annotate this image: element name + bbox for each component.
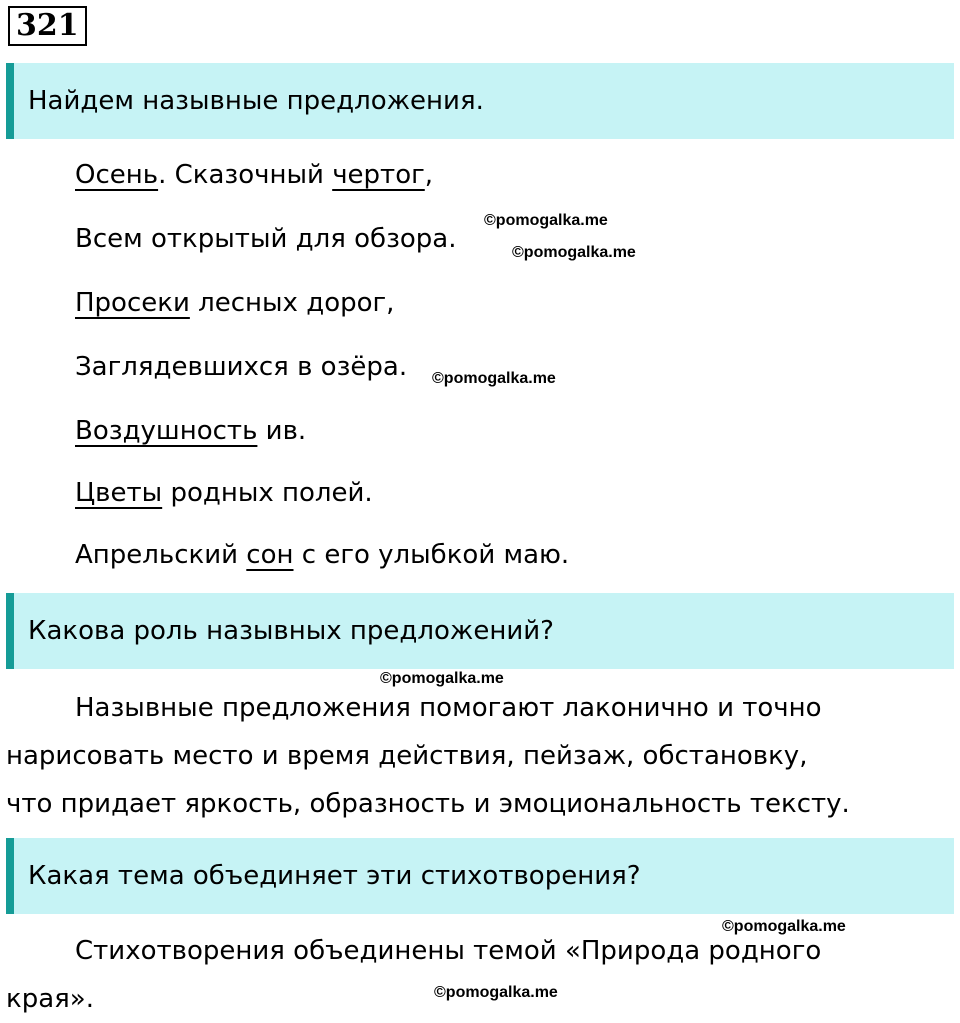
underlined-word: Воздушность: [75, 416, 258, 446]
poem-line: [75, 416, 306, 446]
poem-text: лесных дорог,: [189, 288, 395, 318]
poem-line: [75, 540, 569, 570]
underlined-word: чертог: [332, 160, 425, 190]
poem-text: . Сказочный: [158, 160, 333, 190]
header-text: Найдем назывные предложения.: [28, 86, 484, 116]
poem-text: ив.: [257, 416, 307, 446]
text-line: нарисовать место и время действия, пейзаж, обстановку,: [6, 741, 808, 771]
poem-line: [75, 478, 373, 508]
text-line: края».: [6, 984, 94, 1014]
poem-text: Всем открытый для обзора.: [75, 224, 457, 254]
section-header-3: [6, 838, 954, 914]
text-line: Стихотворения объединены темой «Природа родного: [75, 936, 822, 966]
poem-text: Апрельский: [75, 540, 247, 570]
underlined-word: Просеки: [75, 288, 190, 318]
section-header-2: [6, 593, 954, 669]
watermark: ©pomogalka.me: [512, 244, 636, 261]
text-line: что придает яркость, образность и эмоциональность тексту.: [6, 789, 850, 819]
section-header-1: [6, 63, 954, 139]
poem-text: родных полей.: [162, 478, 373, 508]
text-line: Назывные предложения помогают лаконично и точно: [75, 693, 822, 723]
watermark: ©pomogalka.me: [722, 918, 846, 935]
underlined-word: сон: [246, 540, 294, 570]
watermark: ©pomogalka.me: [484, 212, 608, 229]
poem-line: [75, 160, 433, 190]
poem-text: ,: [424, 160, 434, 190]
watermark: ©pomogalka.me: [434, 984, 558, 1001]
poem-line: [75, 224, 457, 254]
underlined-word: Цветы: [75, 478, 163, 508]
header-text: Какова роль назывных предложений?: [28, 616, 554, 646]
poem-text: Заглядевшихся в озёра.: [75, 352, 408, 382]
poem-text: с его улыбкой маю.: [293, 540, 570, 570]
answer-role-paragraph: [6, 684, 926, 828]
watermark: ©pomogalka.me: [432, 370, 556, 387]
underlined-word: Осень: [75, 160, 159, 190]
exercise-number: 321: [8, 6, 87, 46]
poem-line: [75, 288, 394, 318]
answer-theme-paragraph: [6, 927, 926, 1023]
poem-line: [75, 352, 407, 382]
watermark: ©pomogalka.me: [380, 670, 504, 687]
header-text: Какая тема объединяет эти стихотворения?: [28, 861, 641, 891]
